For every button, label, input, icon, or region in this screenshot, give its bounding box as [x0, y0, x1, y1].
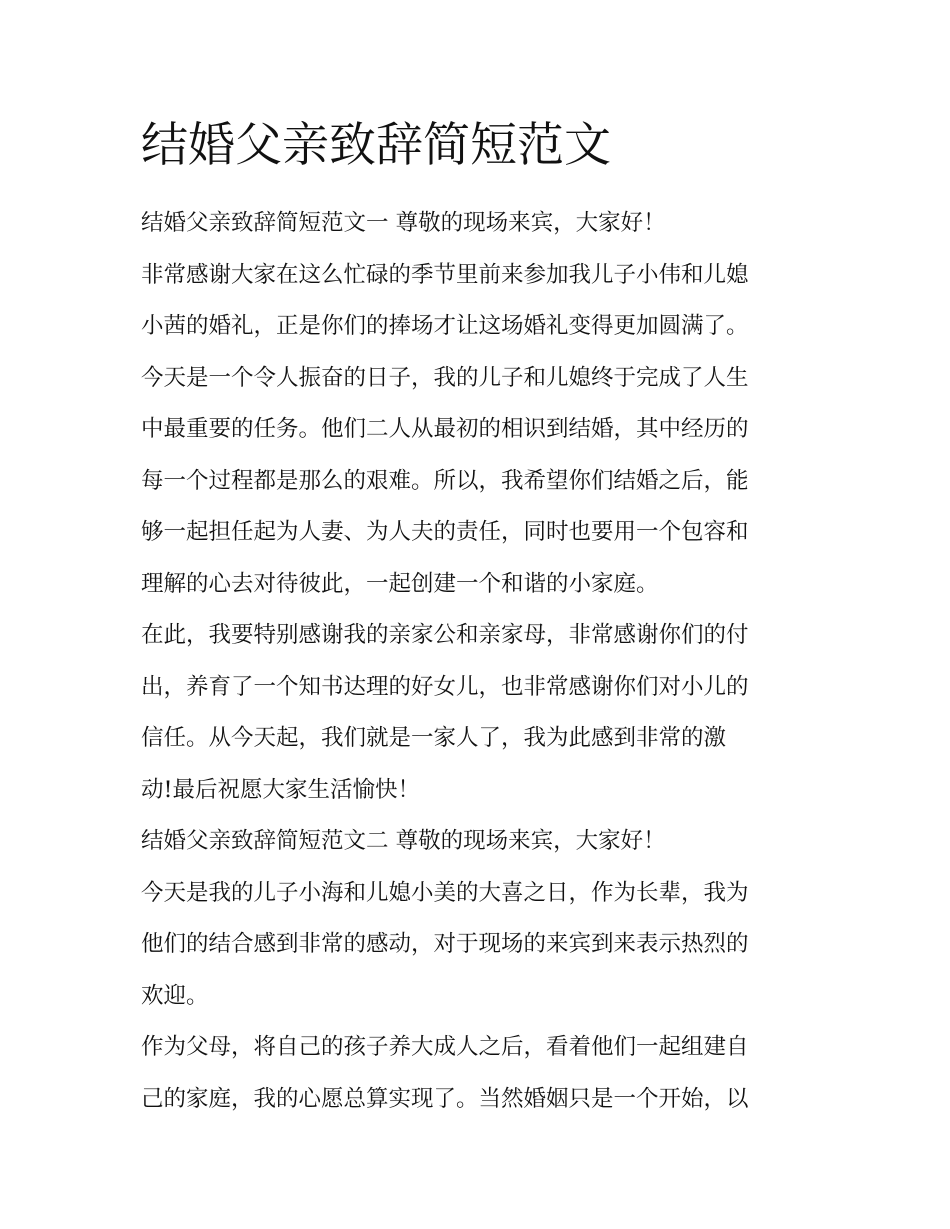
text-line: 理解的心去对待彼此，一起创建一个和谐的小家庭。	[141, 570, 659, 597]
text-line: 结婚父亲致辞简短范文二 尊敬的现场来宾，大家好！	[141, 828, 666, 854]
text-line: 作为父母，将自己的孩子养大成人之后，看着他们一起组建自	[141, 1034, 749, 1060]
text-line: 出，养育了一个知书达理的好女儿，也非常感谢你们对小儿的	[141, 673, 749, 700]
text-line: 他们的结合感到非常的感动，对于现场的来宾到来表示热烈的	[141, 931, 749, 957]
text-line: 信任。从今天起，我们就是一家人了，我为此感到非常的激	[141, 725, 727, 751]
text-line: 每一个过程都是那么的艰难。所以，我希望你们结婚之后，能	[141, 467, 749, 494]
text-line: 够一起担任起为人妻、为人夫的责任，同时也要用一个包容和	[141, 519, 749, 545]
text-line: 今天是一个令人振奋的日子，我的儿子和儿媳终于完成了人生	[141, 364, 749, 391]
text-line: 动!最后祝愿大家生活愉快！	[141, 776, 421, 803]
text-line: 结婚父亲致辞简短范文一 尊敬的现场来宾，大家好！	[141, 210, 666, 236]
text-line: 小茜的婚礼，正是你们的捧场才让这场婚礼变得更加圆满了。	[141, 313, 749, 339]
text-line: 今天是我的儿子小海和儿媳小美的大喜之日，作为长辈，我为	[141, 879, 749, 906]
text-line: 中最重要的任务。他们二人从最初的相识到结婚，其中经历的	[141, 416, 749, 442]
text-line: 己的家庭，我的心愿总算实现了。当然婚姻只是一个开始，以	[141, 1085, 749, 1112]
text-line: 在此，我要特别感谢我的亲家公和亲家母，非常感谢你们的付	[141, 622, 749, 648]
text-line: 欢迎。	[141, 982, 209, 1009]
document-body	[141, 200, 821, 1127]
text-line: 非常感谢大家在这么忙碌的季节里前来参加我儿子小伟和儿媳	[141, 261, 749, 288]
page-title: 结婚父亲致辞简短范文	[141, 118, 611, 173]
